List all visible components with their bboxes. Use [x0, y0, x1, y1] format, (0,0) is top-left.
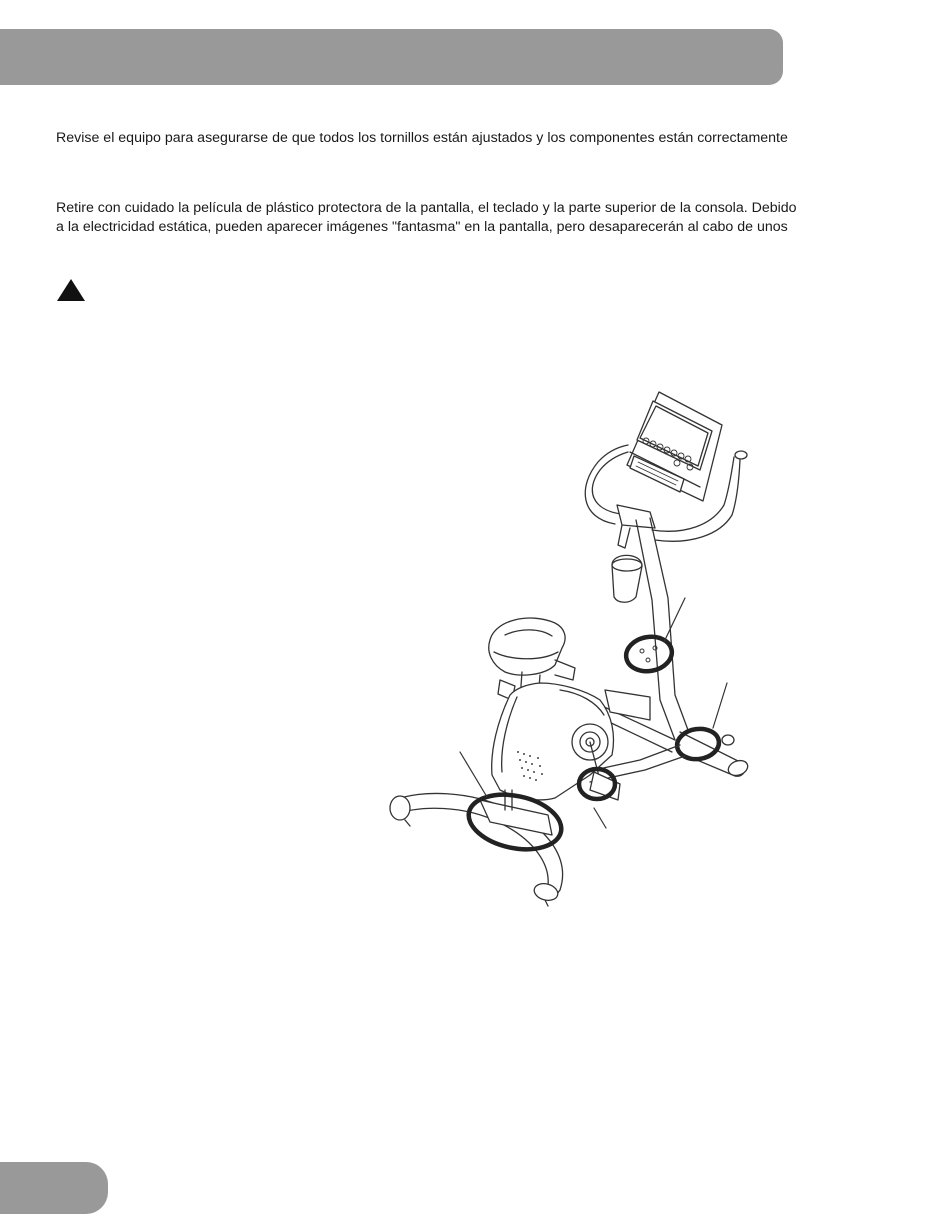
remove-film-line-1: Retire con cuidado la película de plástico protectora de la pantalla, el teclado y la parte superior de la consola. Debido: [56, 200, 797, 216]
exercise-bike-illustration: [380, 385, 780, 910]
highlight-ring-post: [623, 633, 674, 674]
warning-triangle-icon: [56, 278, 86, 302]
check-assembly-paragraph: [56, 129, 886, 148]
header-bar: [0, 29, 783, 85]
check-assembly-text: Revise el equipo para asegurarse de que todos los tornillos están ajustados y los componentes están correctamente: [56, 130, 788, 146]
footer-page-tab: [0, 1162, 108, 1214]
remove-film-line-2: a la electricidad estática, pueden aparecer imágenes "fantasma" en la pantalla, pero desaparecerán al cabo de unos: [56, 219, 788, 235]
remove-film-paragraph: [56, 199, 886, 237]
console: [627, 392, 722, 501]
